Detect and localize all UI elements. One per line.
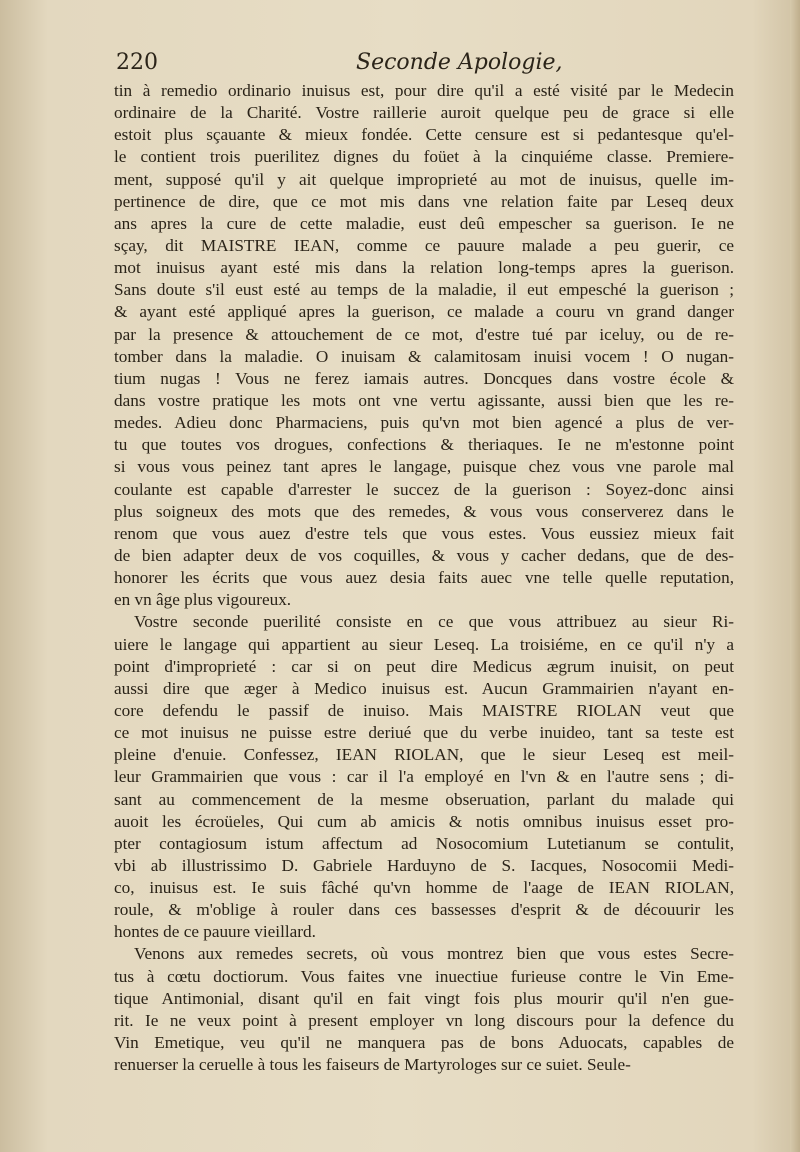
text-line: auoit les écroüeles, Qui cum ab amicis & notis omnibus inuisus esset pro-: [114, 811, 734, 831]
text-line: rit. Ie ne veux point à present employer vn long discours pour la defence du: [114, 1010, 734, 1030]
text-line: tus à cœtu doctiorum. Vous faites vne inuectiue furieuse contre le Vin Eme-: [114, 966, 734, 986]
text-line: sant au commencement de la mesme obseruation, parlant du malade qui: [114, 789, 734, 809]
text-line: tu que toutes vos drogues, confections & theriaques. Ie ne m'estonne point: [114, 435, 734, 455]
text-line: renuerser la ceruelle à tous les faiseurs de Martyrologes sur ce suiet. Seule-: [114, 1055, 631, 1075]
text-line: pter contagiosum istum affectum ad Nosocomium Lutetianum se contulit,: [114, 833, 734, 853]
text-line: coulante est capable d'arrester le succez de la guerison : Soyez-donc ainsi: [114, 479, 734, 499]
running-title: Seconde Apologie,: [356, 50, 563, 75]
page-edge: [790, 0, 800, 1152]
text-line: tin à remedio ordinario inuisus est, pour dire qu'il a esté visité par le Medecin: [114, 81, 734, 100]
text-line: point d'improprieté : car si on peut dire Medicus ægrum inuisit, on peut: [114, 656, 734, 676]
text-line: hontes de ce pauure vieillard.: [114, 922, 316, 942]
text-line: Venons aux remedes secrets, où vous montrez bien que vous estes Secre-: [134, 944, 734, 964]
text-line: estoit plus sçauante & mieux fondée. Cette censure est si pedantesque qu'el-: [114, 125, 734, 145]
text-line: roule, & m'oblige à rouler dans ces bassesses d'esprit & de découurir les: [114, 900, 734, 920]
text-line: co, inuisus est. Ie suis fâché qu'vn homme de l'aage de IEAN RIOLAN,: [114, 878, 734, 898]
text-line: ordinaire de la Charité. Vostre raillerie auroit quelque peu de grace si elle: [114, 103, 734, 123]
text-line: Sans doute s'il eust esté au temps de la maladie, il eut empesché la guerison ;: [114, 280, 734, 300]
text-line: renom que vous auez d'estre tels que vous estes. Vous eussiez mieux fait: [114, 523, 734, 543]
text-line: ment, supposé qu'il y ait quelque improprieté au mot de inuisus, quelle im-: [114, 169, 734, 189]
text-line: pertinence de dire, que ce mot mis dans vne relation faite par Leseq deux: [114, 191, 734, 211]
text-line: sçay, dit MAISTRE IEAN, comme ce pauure malade a peu guerir, ce: [114, 235, 734, 255]
text-line: de bien adapter deux de vos coquilles, & vous y cacher dedans, que de des-: [114, 545, 734, 565]
body-text: [114, 80, 734, 1076]
text-line: le contient trois puerilitez dignes du foüet à la cinquiéme classe. Premiere-: [114, 147, 734, 167]
text-line: par la presence & attouchement de ce mot, d'estre tué par iceluy, ou de re-: [114, 324, 734, 344]
text-line: dans vostre pratique les mots ont vne vertu agissante, aussi bien que les re-: [114, 390, 734, 410]
text-line: Vin Emetique, veu qu'il ne manquera pas de bons Aduocats, capables de: [114, 1033, 734, 1053]
text-line: Vostre seconde puerilité consiste en ce que vous attribuez au sieur Ri-: [134, 612, 734, 632]
text-line: vbi ab illustrissimo D. Gabriele Harduyno de S. Iacques, Nosocomii Medi-: [114, 855, 734, 875]
text-line: tique Antimonial, disant qu'il en fait vingt fois plus mourir qu'il n'en gue-: [114, 988, 734, 1008]
text-line: ce mot inuisus ne puisse estre deriué que du verbe inuideo, tant sa teste est: [114, 723, 734, 743]
text-line: & ayant esté appliqué apres la guerison, ce malade a couru vn grand danger: [114, 302, 734, 322]
text-line: aussi dire que æger à Medico inuisus est. Aucun Grammairien n'ayant en-: [114, 678, 734, 698]
text-line: leur Grammairien que vous : car il l'a employé en l'vn & en l'autre sens ; di-: [114, 767, 734, 787]
text-line: uiere le langage qui appartient au sieur Leseq. La troisiéme, en ce qu'il n'y a: [114, 634, 734, 654]
text-line: tium nugas ! Vous ne ferez iamais autres. Doncques dans vostre école &: [114, 368, 734, 388]
text-line: en vn âge plus vigoureux.: [114, 590, 292, 610]
text-line: si vous vous peinez tant apres le langage, puisque chez vous vne parole mal: [114, 457, 734, 477]
text-line: core defendu le passif de inuiso. Mais MAISTRE RIOLAN veut que: [114, 700, 734, 720]
text-line: medes. Adieu donc Pharmaciens, puis qu'vn mot bien agencé a plus de ver-: [114, 413, 734, 433]
text-line: pleine d'enuie. Confessez, IEAN RIOLAN, que le sieur Leseq est meil-: [114, 745, 734, 765]
text-line: plus soigneux des mots que des remedes, & vous vous conserverez dans le: [114, 501, 734, 521]
text-line: ans apres la cure de cette maladie, eust deû empescher sa guerison. Ie ne: [114, 213, 734, 233]
page-number: 220: [116, 50, 158, 75]
text-line: tomber dans la maladie. O inuisam & calamitosam inuisi vocem ! O nugan-: [114, 346, 734, 366]
page-header: [112, 50, 672, 80]
text-line: honorer les écrits que vous auez desia faits auec vne telle quelle reputation,: [114, 568, 734, 588]
text-line: mot inuisus ayant esté mis dans la relation long-temps apres la guerison.: [114, 258, 734, 278]
